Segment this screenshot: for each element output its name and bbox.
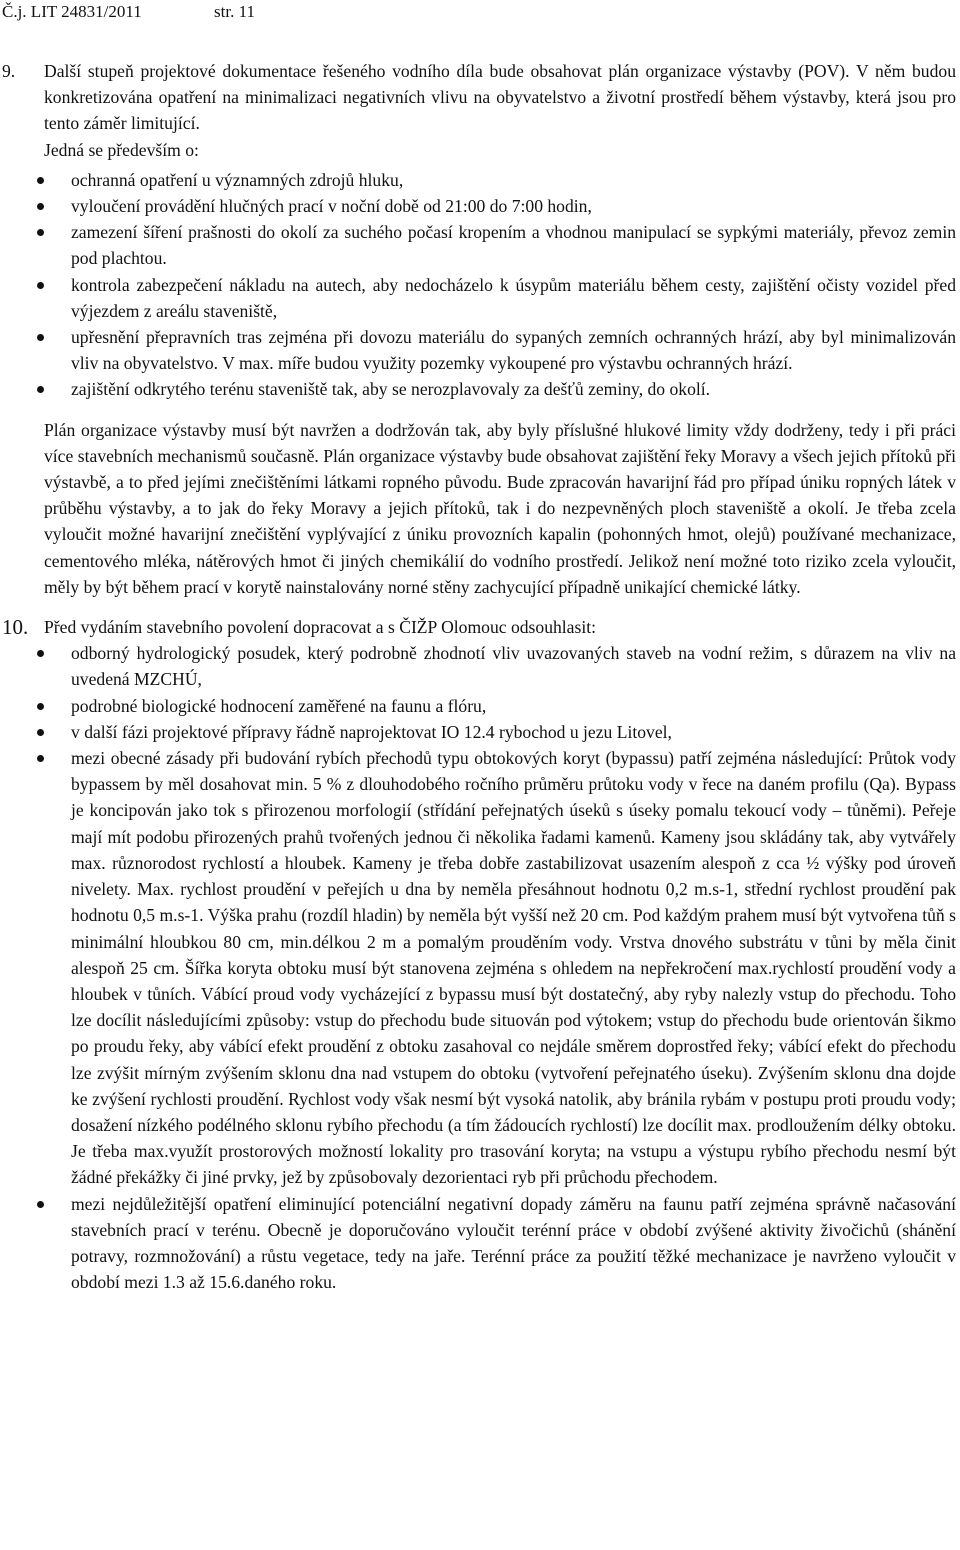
list-item: [0, 640, 960, 692]
section-9-paragraph: Další stupeň projektové dokumentace řešeného vodního díla bude obsahovat plán organizace výstavby (POV). V něm budou konkretizována opatření na minimalizaci negativních vlivu na obyvatelstvo a životní prostředí během výstavby, která jsou pro tento záměr limitující.: [44, 61, 956, 134]
list-item: [0, 324, 960, 376]
document-body: [0, 58, 960, 1295]
reference-number: Č.j. LIT 24831/2011: [2, 2, 142, 21]
bullet-icon: [37, 282, 44, 289]
section-9-intro: Jedná se především o:: [44, 139, 199, 160]
list-item-text: v další fázi projektové přípravy řádně naprojektovat IO 12.4 rybochod u jezu Litovel,: [71, 721, 672, 742]
bullet-icon: [37, 177, 44, 184]
list-item-text: odborný hydrologický posudek, který podrobně zhodnotí vliv uvazovaných staveb na vodní režim, s důrazem na vliv na uvedená MZCHÚ,: [71, 643, 956, 690]
list-item-text: vyloučení provádění hlučných prací v noční době od 21:00 do 7:00 hodin,: [71, 196, 592, 217]
list-item-text: kontrola zabezpečení nákladu na autech, aby nedocházelo k úsypům materiálu během cesty, zajištění očisty vozidel před výjezdem z areálu staveniště,: [71, 274, 956, 321]
list-item: [0, 719, 960, 745]
list-item-text: podrobné biologické hodnocení zaměřené na faunu a flóru,: [71, 695, 487, 716]
section-10: [0, 614, 960, 640]
section-10-bullet-list: [0, 640, 960, 1295]
page-number: str. 11: [214, 2, 255, 21]
spacer: [0, 600, 960, 614]
bullet-icon: [37, 229, 44, 236]
bullet-icon: [37, 703, 44, 710]
section-9: [0, 58, 960, 137]
bullet-icon: [37, 729, 44, 736]
bullet-icon: [37, 334, 44, 341]
bullet-icon: [37, 203, 44, 210]
list-item-text: ochranná opatření u významných zdrojů hluku,: [71, 169, 404, 190]
list-item: [0, 745, 960, 1190]
list-item-text: zajištění odkrytého terénu staveniště tak, aby se nerozplavovaly za dešťů zeminy, do okolí.: [71, 379, 711, 400]
section-10-intro: Před vydáním stavebního povolení dopracovat a s ČIŽP Olomouc odsouhlasit:: [44, 617, 597, 638]
list-item-text: zamezení šíření prašnosti do okolí za suchého počasí kropením a vhodnou manipulací se sypkými materiály, převoz zemin pod plachtou.: [71, 222, 956, 269]
list-item: [0, 1191, 960, 1296]
list-item: [0, 219, 960, 271]
list-item: [0, 376, 960, 402]
spacer: [0, 403, 960, 417]
section-9-number: 9.: [2, 61, 16, 81]
bullet-icon: [37, 650, 44, 657]
list-item: [0, 193, 960, 219]
page-header: [2, 2, 255, 22]
list-item-text: mezi nejdůležitější opatření eliminující potenciální negativní dopady záměru na faunu patří zejména správně načasování stavebních prací v terénu. Obecně je doporučováno vyloučit terénní práce v období zvýšené aktivity živočichů (shánění potravy, rozmnožování) a růstu vegetace, tedy na jaře. Terénní práce za použití těžké mechanizace je navrženo vyloučit v období mezi 1.3 až 15.6.daného roku.: [71, 1193, 956, 1293]
list-item: [0, 272, 960, 324]
list-item: [0, 693, 960, 719]
section-9-closing-paragraph: Plán organizace výstavby musí být navržen a dodržován tak, aby byly příslušné hlukové limity vždy dodrženy, tedy i při práci více stavebních mechanismů současně. Plán organizace výstavby bude obsahovat zajištění řeky Moravy a všech jejich přítoků při výstavbě, a to před jejími znečištěními látkami ropného původu. Bude zpracován havarijní řád pro případ úniku ropných látek v průběhu výstavby, a to jak do řeky Moravy a jejich přítoků, tak i do nezpevněných ploch staveniště a okolí. Je třeba zcela vyloučit možné havarijní znečištění vyplývající z úniku provozních kapalin (pohonných hmot, olejů) používané mechanizace, cementového mléka, nátěrových hmot či jiných chemikálií do vodního prostředí. Jelikož není možné toto riziko zcela vyloučit, měly by být během prací v korytě nainstalovány norné stěny zachycující případně unikající chemické látky.: [44, 419, 956, 597]
bullet-icon: [37, 1201, 44, 1208]
section-9-bullet-list: [0, 167, 960, 403]
bullet-icon: [37, 755, 44, 762]
list-item: [0, 167, 960, 193]
bullet-icon: [37, 386, 44, 393]
list-item-text: mezi obecné zásady při budování rybích přechodů typu obtokových koryt (bypassu) patří zejména následující: Průtok vody bypassem by měl dosahovat min. 5 % z dlouhodobého ročního průměru průtoku vody v řece na daném profilu (Qa). Bypass je koncipován jako tok s přirozenou morfologií (střídání peřejnatých úseků s úseky pomalu tekoucí vody – tůněmi). Peřeje mají mít podobu přirozených prahů tvořených jednou či několika řadami kamenů. Kameny jsou skládány tak, aby vytvářely max. různorodost rychlostí a hloubek. Kameny je třeba dobře zastabilizovat usazením alespoň z cca ½ výšky pod úroveň nivelety. Max. rychlost proudění v peřejích u dna by neměla přesáhnout hodnotu 0,2 m.s-1, střední rychlost proudění pak hodnotu 0,5 m.s-1. Výška prahu (rozdíl hladin) by neměla být vyšší než 20 cm. Pod každým prahem musí být vytvořena tůň s minimální hloubkou 80 cm, min.délkou 2 m a pomalým prouděním vody. Vrstva dnového substrátu v tůni by měla činit alespoň 25 cm. Šířka koryta obtoku musí být stanovena zejména s ohledem na nepřekročení max.rychlostí proudění vody a hloubek v tůních. Vábící proud vody vycházející z bypassu musí být dostatečný, aby ryby nalezly vstup do přechodu. Toho lze docílit následujícími způsoby: vstup do přechodu bude situován pod výtokem; vstup do přechodu bude orientován šikmo po proudu řeky, aby vábící efekt proudění z obtoku zasahoval co nejdále směrem doprostřed řeky; vábící efekt do přechodu lze zvýšit mírným zvýšením sklonu dna nad vstupem do obtoku (vytvoření peřejnatého úseku). Zvýšením sklonu dna dojde ke zvýšení rychlosti proudění. Rychlost vody však nesmí být vysoká natolik, aby bránila rybám v postupu proti proudu vody; dosažení nízkého podélného sklonu rybího přechodu (a tím žádoucích rychlostí) lze docílit max. prodloužením délky obtoku. Je třeba max.využít prostorových možností lokality pro trasování koryta; na vstupu a výstupu rybího přechodu nesmí být žádné překážky či jiné prvky, jež by způsobovaly dezorientaci ryb při průchodu přechodem.: [71, 748, 956, 1188]
list-item-text: upřesnění přepravních tras zejména při dovozu materiálu do sypaných zemních ochranných hrází, aby byl minimalizován vliv na obyvatelstvo. V max. míře budou využity pozemky vykoupené pro výstavbu ochranných hrází.: [71, 327, 956, 374]
section-10-number: 10.: [2, 615, 29, 640]
